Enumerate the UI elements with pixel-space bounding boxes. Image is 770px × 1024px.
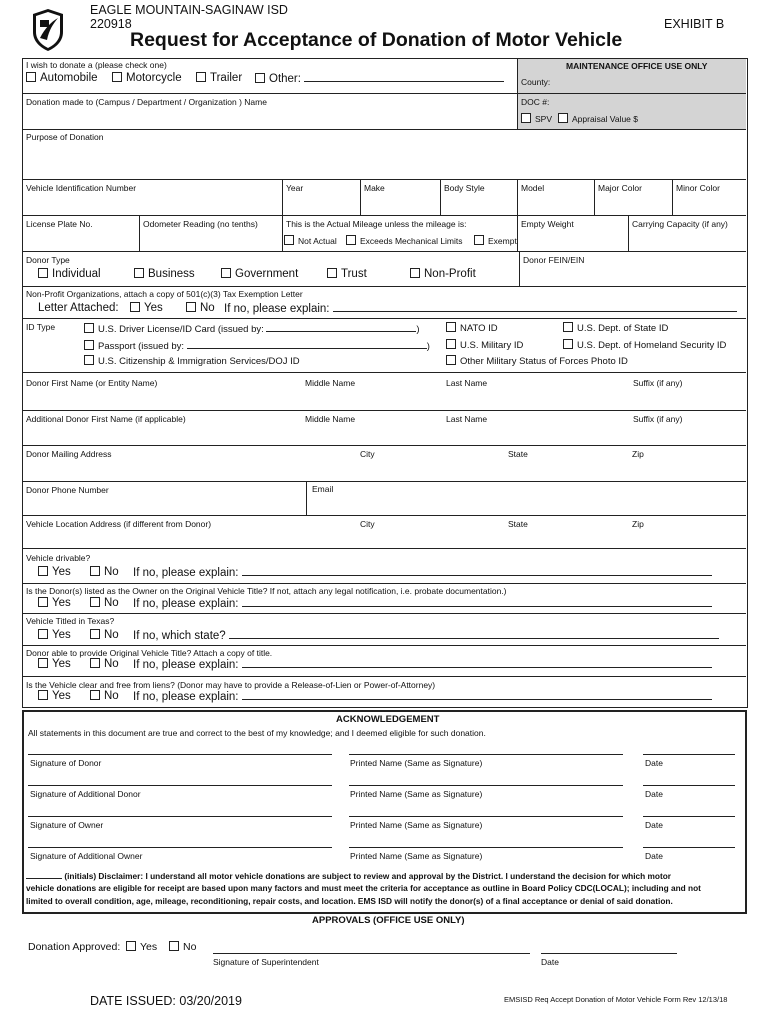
- printed-name-additional-donor[interactable]: Printed Name (Same as Signature): [350, 789, 483, 799]
- checkbox-liens-no[interactable]: No: [90, 690, 119, 702]
- liens-question: Is the Vehicle clear and free from liens? (Donor may have to provide a Release-of-Lien or Power-of-Attorney): [26, 680, 436, 690]
- signature-superintendent[interactable]: Signature of Superintendent: [213, 957, 319, 967]
- signature-additional-donor[interactable]: Signature of Additional Donor: [30, 789, 141, 799]
- date-owner[interactable]: Date: [645, 820, 663, 830]
- liens-explain[interactable]: If no, please explain:: [133, 690, 712, 703]
- approval-date[interactable]: Date: [541, 957, 559, 967]
- actual-mileage-label: This is the Actual Mileage unless the mileage is:: [286, 219, 467, 229]
- disclaimer-line-2: vehicle donations are eligible for receipt are based upon many factors and must meet the criteria for acceptance as outline in Board Policy CDC(LOCAL); including and not: [26, 883, 701, 893]
- nonprofit-note: Non-Profit Organizations, attach a copy of 501(c)(3) Tax Exemption Letter: [26, 289, 303, 299]
- printed-name-donor[interactable]: Printed Name (Same as Signature): [350, 758, 483, 768]
- checkbox-dhs[interactable]: U.S. Dept. of Homeland Security ID: [563, 339, 726, 351]
- vehicle-location-label: Vehicle Location Address (if different from Donor): [26, 519, 212, 529]
- model-label: Model: [521, 183, 545, 193]
- purpose-label: Purpose of Donation: [26, 132, 104, 142]
- donation-approved-label: Donation Approved:: [28, 941, 121, 953]
- form-revision: EMSISD Req Accept Donation of Motor Vehicle Form Rev 12/13/18: [504, 995, 728, 1004]
- district-code: 220918: [90, 17, 132, 31]
- donate-type-label: I wish to donate a (please check one): [26, 60, 167, 70]
- state-label: State: [508, 449, 528, 459]
- checkbox-motorcycle[interactable]: Motorcycle: [112, 72, 182, 84]
- county-label: County:: [521, 77, 551, 87]
- checkbox-exempt[interactable]: Exempt: [474, 235, 517, 246]
- doc-label: DOC #:: [521, 97, 550, 107]
- donor-fein-label: Donor FEIN/EIN: [523, 255, 585, 265]
- checkbox-original-yes[interactable]: Yes: [38, 658, 71, 670]
- letter-attached-label: Letter Attached:: [38, 302, 119, 314]
- checkbox-letter-no[interactable]: No: [186, 302, 215, 314]
- checkbox-drivable-yes[interactable]: Yes: [38, 566, 71, 578]
- checkbox-nonprofit[interactable]: Non-Profit: [410, 268, 476, 280]
- checkbox-trust[interactable]: Trust: [327, 268, 367, 280]
- checkbox-passport[interactable]: Passport (issued by: ): [84, 339, 430, 352]
- printed-name-owner[interactable]: Printed Name (Same as Signature): [350, 820, 483, 830]
- checkbox-driver-license[interactable]: U.S. Driver License/ID Card (issued by: ): [84, 322, 420, 335]
- signature-owner[interactable]: Signature of Owner: [30, 820, 104, 830]
- checkbox-individual[interactable]: Individual: [38, 268, 101, 280]
- signature-donor[interactable]: Signature of Donor: [30, 758, 102, 768]
- major-color-label: Major Color: [598, 183, 642, 193]
- phone-label: Donor Phone Number: [26, 485, 109, 495]
- checkbox-appraisal[interactable]: Appraisal Value $: [558, 113, 638, 124]
- drivable-explain[interactable]: If no, please explain:: [133, 566, 712, 579]
- signature-additional-owner[interactable]: Signature of Additional Owner: [30, 851, 143, 861]
- location-state-label: State: [508, 519, 528, 529]
- maintenance-title: MAINTENANCE OFFICE USE ONLY: [566, 61, 708, 71]
- checkbox-other-military[interactable]: Other Military Status of Forces Photo ID: [446, 355, 628, 367]
- titled-question: Vehicle Titled in Texas?: [26, 616, 115, 626]
- additional-donor-label: Additional Donor First Name (if applicable): [26, 414, 186, 424]
- checkbox-approved-no[interactable]: No: [169, 941, 196, 953]
- checkbox-business[interactable]: Business: [134, 268, 195, 280]
- checkbox-spv[interactable]: SPV: [521, 113, 552, 124]
- checkbox-owner-yes[interactable]: Yes: [38, 597, 71, 609]
- disclaimer-line-3: limited to overall condition, age, mileage, reconditioning, repair costs, and location. EMS ISD will notify the donor(s) of a final acceptance or denial of said donation.: [26, 896, 673, 906]
- odometer-label: Odometer Reading (no tenths): [143, 219, 258, 229]
- additional-last-label: Last Name: [446, 414, 488, 424]
- checkbox-owner-no[interactable]: No: [90, 597, 119, 609]
- exhibit-label: EXHIBIT B: [664, 17, 725, 31]
- drivable-question: Vehicle drivable?: [26, 553, 91, 563]
- checkbox-titled-yes[interactable]: Yes: [38, 629, 71, 641]
- last-name-label: Last Name: [446, 378, 488, 388]
- acknowledgement-statement: All statements in this document are true and correct to the best of my knowledge; and I deemed eligible for such donation.: [28, 728, 486, 738]
- original-title-question: Donor able to provide Original Vehicle Title? Attach a copy of title.: [26, 648, 273, 658]
- additional-middle-label: Middle Name: [305, 414, 356, 424]
- district-name: EAGLE MOUNTAIN-SAGINAW ISD: [90, 3, 288, 17]
- donor-first-name-label: Donor First Name (or Entity Name): [26, 378, 158, 388]
- donor-type-label: Donor Type: [26, 255, 70, 265]
- original-explain[interactable]: If no, please explain:: [133, 658, 712, 671]
- email-label: Email: [312, 484, 334, 494]
- minor-color-label: Minor Color: [676, 183, 720, 193]
- date-additional-owner[interactable]: Date: [645, 851, 663, 861]
- disclaimer-line-1: (initials) Disclaimer: I understand all motor vehicle donations are subject to review and approval by the District. I understand the decision for which motor: [26, 870, 671, 881]
- checkbox-letter-yes[interactable]: Yes: [130, 302, 163, 314]
- vin-label: Vehicle Identification Number: [26, 183, 137, 193]
- date-issued: DATE ISSUED: 03/20/2019: [90, 994, 242, 1008]
- zip-label: Zip: [632, 449, 644, 459]
- donation-made-label: Donation made to (Campus / Department / Organization ) Name: [26, 97, 267, 107]
- id-type-label: ID Type: [26, 322, 56, 332]
- checkbox-drivable-no[interactable]: No: [90, 566, 119, 578]
- checkbox-approved-yes[interactable]: Yes: [126, 941, 157, 953]
- checkbox-government[interactable]: Government: [221, 268, 298, 280]
- checkbox-not-actual[interactable]: Not Actual: [284, 235, 337, 246]
- titled-which-state[interactable]: If no, which state?: [133, 629, 719, 642]
- mailing-address-label: Donor Mailing Address: [26, 449, 112, 459]
- date-additional-donor[interactable]: Date: [645, 789, 663, 799]
- checkbox-uscis[interactable]: U.S. Citizenship & Immigration Services/DOJ ID: [84, 355, 300, 367]
- letter-explain[interactable]: If no, please explain:: [224, 302, 737, 315]
- checkbox-state-dept[interactable]: U.S. Dept. of State ID: [563, 322, 668, 334]
- checkbox-trailer[interactable]: Trailer: [196, 72, 242, 84]
- body-style-label: Body Style: [444, 183, 485, 193]
- location-city-label: City: [360, 519, 375, 529]
- license-plate-label: License Plate No.: [26, 219, 93, 229]
- checkbox-nato[interactable]: NATO ID: [446, 322, 498, 334]
- additional-suffix-label: Suffix (if any): [633, 414, 683, 424]
- checkbox-other[interactable]: Other:: [255, 72, 504, 85]
- location-zip-label: Zip: [632, 519, 644, 529]
- checkbox-automobile[interactable]: Automobile: [26, 72, 98, 84]
- date-donor[interactable]: Date: [645, 758, 663, 768]
- owner-question: Is the Donor(s) listed as the Owner on the Original Vehicle Title? If not, attach any legal notification, i.e. probate documentation.): [26, 586, 507, 596]
- owner-explain[interactable]: If no, please explain:: [133, 597, 712, 610]
- carrying-capacity-label: Carrying Capacity (if any): [632, 219, 728, 229]
- middle-name-label: Middle Name: [305, 378, 356, 388]
- district-logo: [31, 8, 65, 52]
- page-title: Request for Acceptance of Donation of Motor Vehicle: [130, 29, 623, 51]
- year-label: Year: [286, 183, 304, 193]
- checkbox-original-no[interactable]: No: [90, 658, 119, 670]
- printed-name-additional-owner[interactable]: Printed Name (Same as Signature): [350, 851, 483, 861]
- checkbox-exceeds-limits[interactable]: Exceeds Mechanical Limits: [346, 235, 463, 246]
- empty-weight-label: Empty Weight: [521, 219, 574, 229]
- acknowledgement-title: ACKNOWLEDGEMENT: [336, 714, 440, 725]
- approvals-title: APPROVALS (OFFICE USE ONLY): [312, 915, 465, 926]
- checkbox-military[interactable]: U.S. Military ID: [446, 339, 523, 351]
- make-label: Make: [364, 183, 385, 193]
- checkbox-titled-no[interactable]: No: [90, 629, 119, 641]
- city-label: City: [360, 449, 375, 459]
- suffix-label: Suffix (if any): [633, 378, 683, 388]
- checkbox-liens-yes[interactable]: Yes: [38, 690, 71, 702]
